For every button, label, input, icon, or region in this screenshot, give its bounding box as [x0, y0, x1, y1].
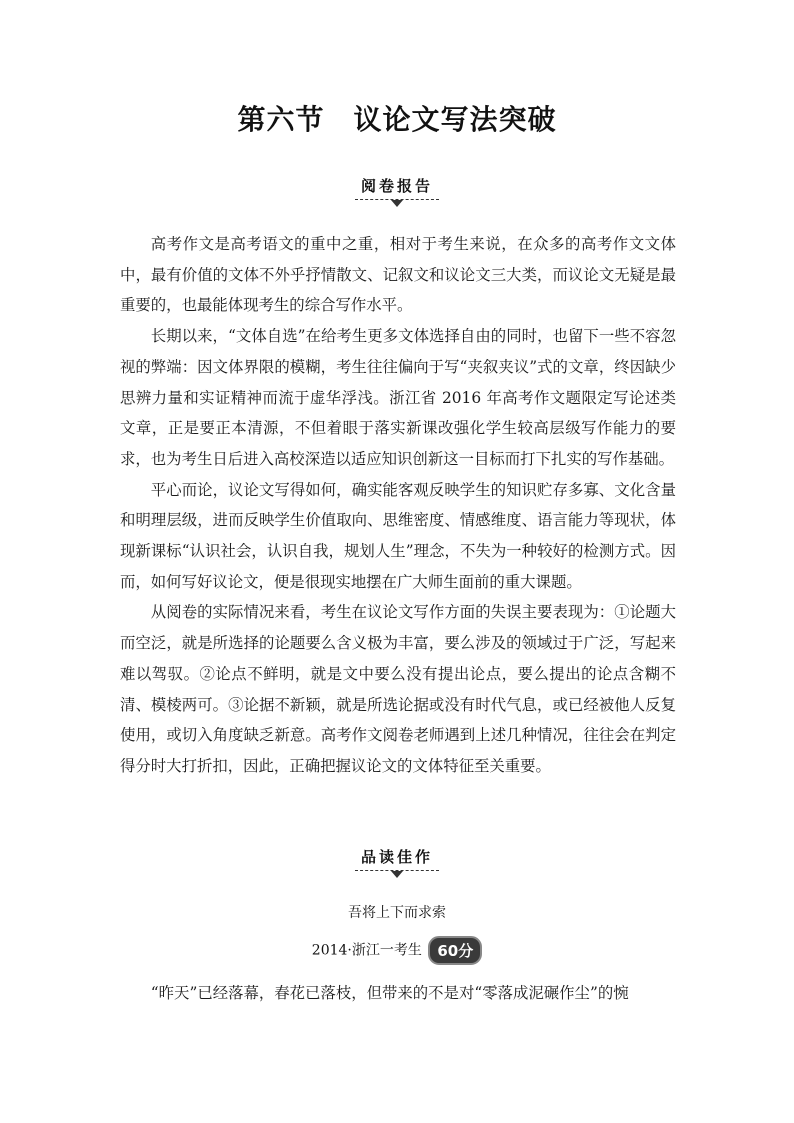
essay-byline — [0, 936, 794, 965]
report-body — [120, 229, 676, 782]
score-badge: 60分 — [428, 936, 482, 965]
essay-body — [120, 978, 676, 1009]
page-title: 第六节 议论文写法突破 — [237, 103, 557, 136]
triangle-down-icon — [391, 871, 403, 878]
section-heading-report — [0, 175, 794, 207]
triangle-down-icon — [391, 200, 403, 207]
section-heading-label: 品读佳作 — [355, 846, 439, 871]
section-heading-essay — [0, 846, 794, 878]
section-heading-label: 阅卷报告 — [355, 175, 439, 200]
report-paragraph: 平心而论，议论文写得如何，确实能客观反映学生的知识贮存多寡、文化含量和明理层级，进而反映学生价值取向、思维密度、情感维度、语言能力等现状，体现新课标“认识社会，认识自我，规划人生”理念，不失为一种较好的检测方式。因而，如何写好议论文，便是很现实地摆在广大师生面前的重大课题。 — [120, 480, 676, 591]
report-paragraph: 从阅卷的实际情况来看，考生在议论文写作方面的失误主要表现为：①论题大而空泛，就是所选择的论题要么含义极为丰富，要么涉及的领域过于广泛，写起来难以驾驭。②论点不鲜明，就是文中要么没有提出论点，要么提出的论点含糊不清、模棱两可。③论据不新颖，就是所选论据或没有时代气息，或已经被他人反复使用，或切入角度缺乏新意。高考作文阅卷老师遇到上述几种情况，往往会在判定得分时大打折扣，因此，正确把握议论文的文体特征至关重要。 — [120, 603, 676, 775]
report-paragraph: 高考作文是高考语文的重中之重，相对于考生来说，在众多的高考作文文体中，最有价值的文体不外乎抒情散文、记叙文和议论文三大类，而议论文无疑是最重要的，也最能体现考生的综合写作水平。 — [120, 235, 676, 315]
report-paragraph: 长期以来，“文体自选”在给考生更多文体选择自由的同时，也留下一些不容忽视的弊端：因文体界限的模糊，考生往往偏向于写“夹叙夹议”式的文章，终因缺少思辨力量和实证精神而流于虚华浮浅。浙江省 2016 年高考作文题限定写论述类文章，正是要正本清源，不但着眼于落实新课改强化学生较高层级写作能力的要求，也为考生日后进入高校深造以适应知识创新这一目标而打下扎实的写作基础。 — [120, 327, 676, 468]
byline-text: 2014·浙江一考生 — [311, 942, 422, 959]
essay-paragraph: “昨天”已经落幕，春花已落枝，但带来的不是对“零落成泥碾作尘”的惋 — [150, 984, 629, 1002]
essay-title: 吾将上下而求索 — [348, 905, 446, 921]
